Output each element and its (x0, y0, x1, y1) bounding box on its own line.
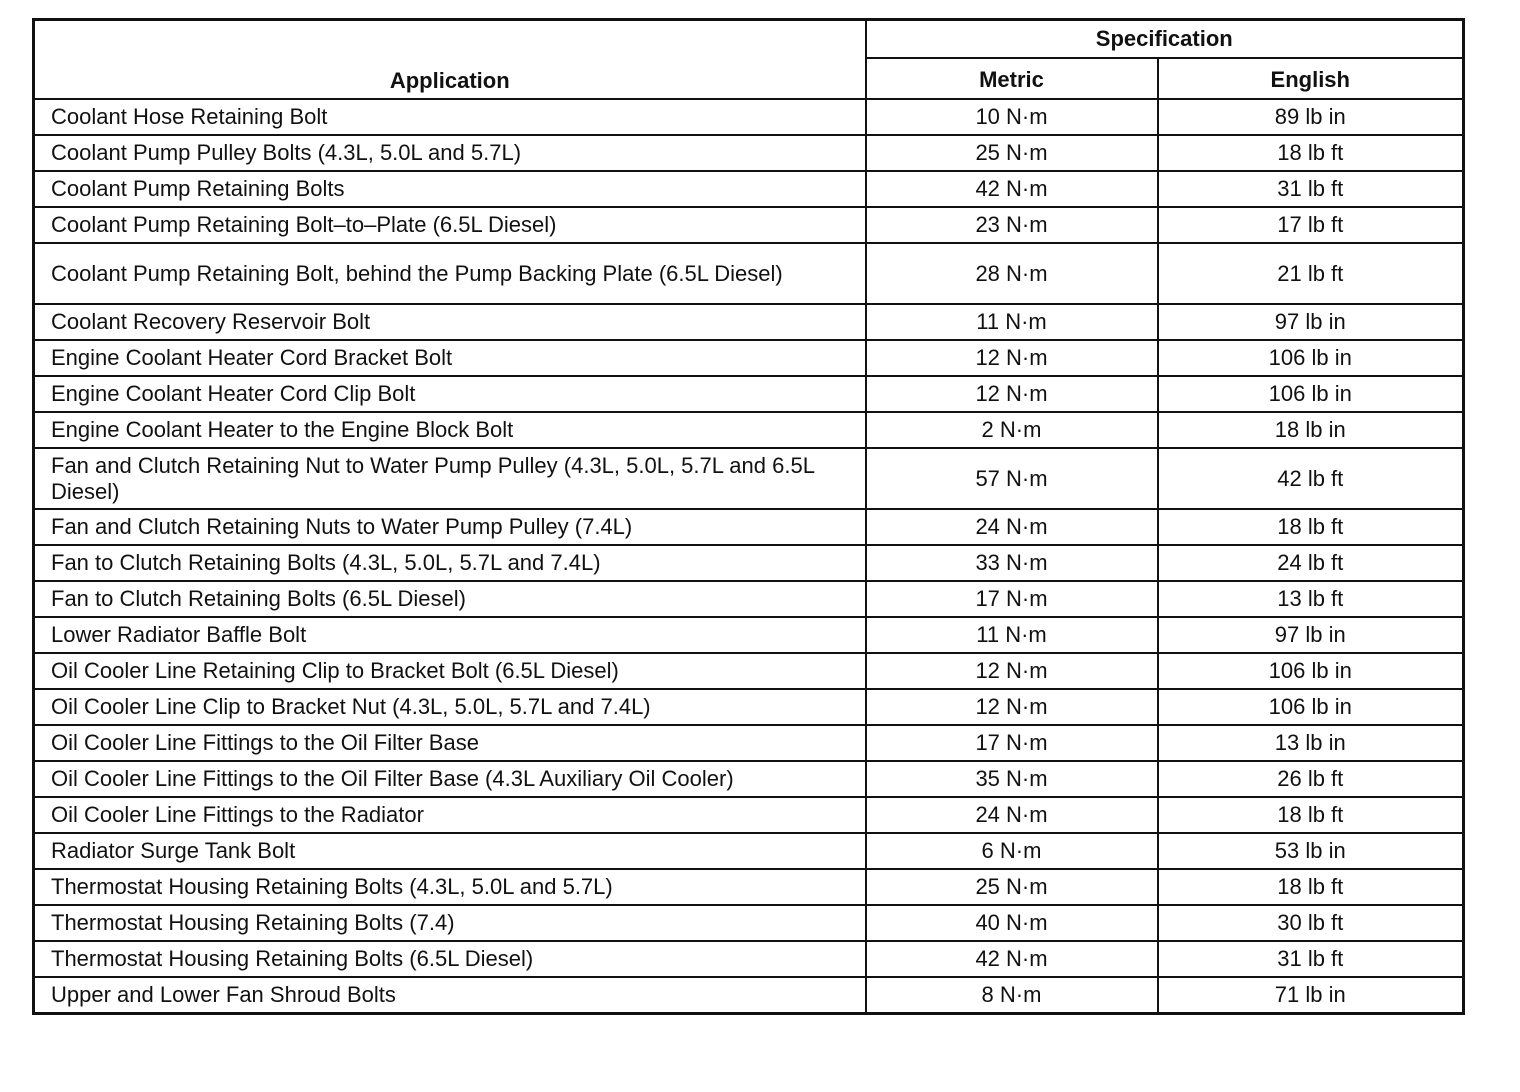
english-cell: 17 lb ft (1158, 207, 1464, 243)
table-row (34, 412, 1464, 448)
english-cell: 18 lb in (1158, 412, 1464, 448)
fastener-torque-table (32, 18, 1465, 1015)
application-cell: Oil Cooler Line Clip to Bracket Nut (4.3L, 5.0L, 5.7L and 7.4L) (34, 689, 866, 725)
table-row (34, 941, 1464, 977)
english-cell: 26 lb ft (1158, 761, 1464, 797)
metric-cell: 17 N·m (866, 581, 1158, 617)
application-cell: Fan to Clutch Retaining Bolts (6.5L Diesel) (34, 581, 866, 617)
table-row (34, 581, 1464, 617)
english-cell: 97 lb in (1158, 617, 1464, 653)
application-cell: Fan and Clutch Retaining Nuts to Water Pump Pulley (7.4L) (34, 509, 866, 545)
table-row (34, 725, 1464, 761)
application-cell: Coolant Pump Retaining Bolt, behind the Pump Backing Plate (6.5L Diesel) (34, 243, 866, 304)
application-cell: Fan and Clutch Retaining Nut to Water Pump Pulley (4.3L, 5.0L, 5.7L and 6.5L Diesel) (34, 448, 866, 509)
application-cell: Oil Cooler Line Fittings to the Radiator (34, 797, 866, 833)
application-cell: Coolant Recovery Reservoir Bolt (34, 304, 866, 340)
english-cell: 18 lb ft (1158, 135, 1464, 171)
application-cell: Lower Radiator Baffle Bolt (34, 617, 866, 653)
english-cell: 71 lb in (1158, 977, 1464, 1014)
english-cell: 18 lb ft (1158, 869, 1464, 905)
metric-cell: 12 N·m (866, 689, 1158, 725)
english-cell: 24 lb ft (1158, 545, 1464, 581)
application-cell: Engine Coolant Heater Cord Clip Bolt (34, 376, 866, 412)
application-cell: Thermostat Housing Retaining Bolts (6.5L Diesel) (34, 941, 866, 977)
metric-cell: 10 N·m (866, 99, 1158, 135)
english-cell: 13 lb ft (1158, 581, 1464, 617)
application-cell: Radiator Surge Tank Bolt (34, 833, 866, 869)
application-cell: Coolant Pump Retaining Bolts (34, 171, 866, 207)
table-row (34, 243, 1464, 304)
specification-group-header: Specification (866, 20, 1464, 59)
application-column-header: Application (34, 20, 866, 100)
metric-cell: 28 N·m (866, 243, 1158, 304)
english-cell: 97 lb in (1158, 304, 1464, 340)
application-cell: Coolant Pump Pulley Bolts (4.3L, 5.0L and 5.7L) (34, 135, 866, 171)
table-row (34, 905, 1464, 941)
table-row (34, 761, 1464, 797)
english-cell: 42 lb ft (1158, 448, 1464, 509)
metric-cell: 12 N·m (866, 376, 1158, 412)
table-row (34, 171, 1464, 207)
english-cell: 31 lb ft (1158, 171, 1464, 207)
english-cell: 106 lb in (1158, 689, 1464, 725)
application-cell: Thermostat Housing Retaining Bolts (4.3L, 5.0L and 5.7L) (34, 869, 866, 905)
application-cell: Fan to Clutch Retaining Bolts (4.3L, 5.0L, 5.7L and 7.4L) (34, 545, 866, 581)
metric-cell: 11 N·m (866, 617, 1158, 653)
application-cell: Oil Cooler Line Retaining Clip to Bracket Bolt (6.5L Diesel) (34, 653, 866, 689)
table-row (34, 304, 1464, 340)
table-row (34, 135, 1464, 171)
metric-cell: 42 N·m (866, 171, 1158, 207)
metric-cell: 33 N·m (866, 545, 1158, 581)
application-cell: Oil Cooler Line Fittings to the Oil Filter Base (34, 725, 866, 761)
table-row (34, 653, 1464, 689)
metric-cell: 12 N·m (866, 653, 1158, 689)
english-cell: 18 lb ft (1158, 797, 1464, 833)
table-row (34, 869, 1464, 905)
metric-cell: 2 N·m (866, 412, 1158, 448)
metric-cell: 8 N·m (866, 977, 1158, 1014)
english-cell: 89 lb in (1158, 99, 1464, 135)
english-cell: 53 lb in (1158, 833, 1464, 869)
table-row (34, 376, 1464, 412)
table-header (34, 20, 1464, 100)
english-cell: 21 lb ft (1158, 243, 1464, 304)
application-cell: Engine Coolant Heater to the Engine Block Bolt (34, 412, 866, 448)
english-cell: 106 lb in (1158, 340, 1464, 376)
application-cell: Coolant Hose Retaining Bolt (34, 99, 866, 135)
metric-cell: 24 N·m (866, 509, 1158, 545)
metric-cell: 57 N·m (866, 448, 1158, 509)
metric-cell: 11 N·m (866, 304, 1158, 340)
english-cell: 106 lb in (1158, 376, 1464, 412)
metric-cell: 35 N·m (866, 761, 1158, 797)
table-row (34, 340, 1464, 376)
english-cell: 13 lb in (1158, 725, 1464, 761)
english-cell: 30 lb ft (1158, 905, 1464, 941)
application-cell: Engine Coolant Heater Cord Bracket Bolt (34, 340, 866, 376)
metric-cell: 42 N·m (866, 941, 1158, 977)
metric-column-header: Metric (866, 58, 1158, 99)
english-cell: 31 lb ft (1158, 941, 1464, 977)
table-row (34, 99, 1464, 135)
metric-cell: 12 N·m (866, 340, 1158, 376)
table-row (34, 833, 1464, 869)
metric-cell: 25 N·m (866, 135, 1158, 171)
table-row (34, 545, 1464, 581)
metric-cell: 40 N·m (866, 905, 1158, 941)
application-cell: Coolant Pump Retaining Bolt–to–Plate (6.5L Diesel) (34, 207, 866, 243)
table-row (34, 977, 1464, 1014)
table-row (34, 797, 1464, 833)
table-row (34, 509, 1464, 545)
application-cell: Upper and Lower Fan Shroud Bolts (34, 977, 866, 1014)
table-row (34, 448, 1464, 509)
table-row (34, 689, 1464, 725)
english-cell: 18 lb ft (1158, 509, 1464, 545)
table-row (34, 207, 1464, 243)
metric-cell: 24 N·m (866, 797, 1158, 833)
metric-cell: 25 N·m (866, 869, 1158, 905)
application-cell: Thermostat Housing Retaining Bolts (7.4) (34, 905, 866, 941)
table-body (34, 99, 1464, 1014)
table-row (34, 617, 1464, 653)
metric-cell: 6 N·m (866, 833, 1158, 869)
metric-cell: 17 N·m (866, 725, 1158, 761)
header-row-top (34, 20, 1464, 59)
english-column-header: English (1158, 58, 1464, 99)
application-cell: Oil Cooler Line Fittings to the Oil Filter Base (4.3L Auxiliary Oil Cooler) (34, 761, 866, 797)
metric-cell: 23 N·m (866, 207, 1158, 243)
english-cell: 106 lb in (1158, 653, 1464, 689)
